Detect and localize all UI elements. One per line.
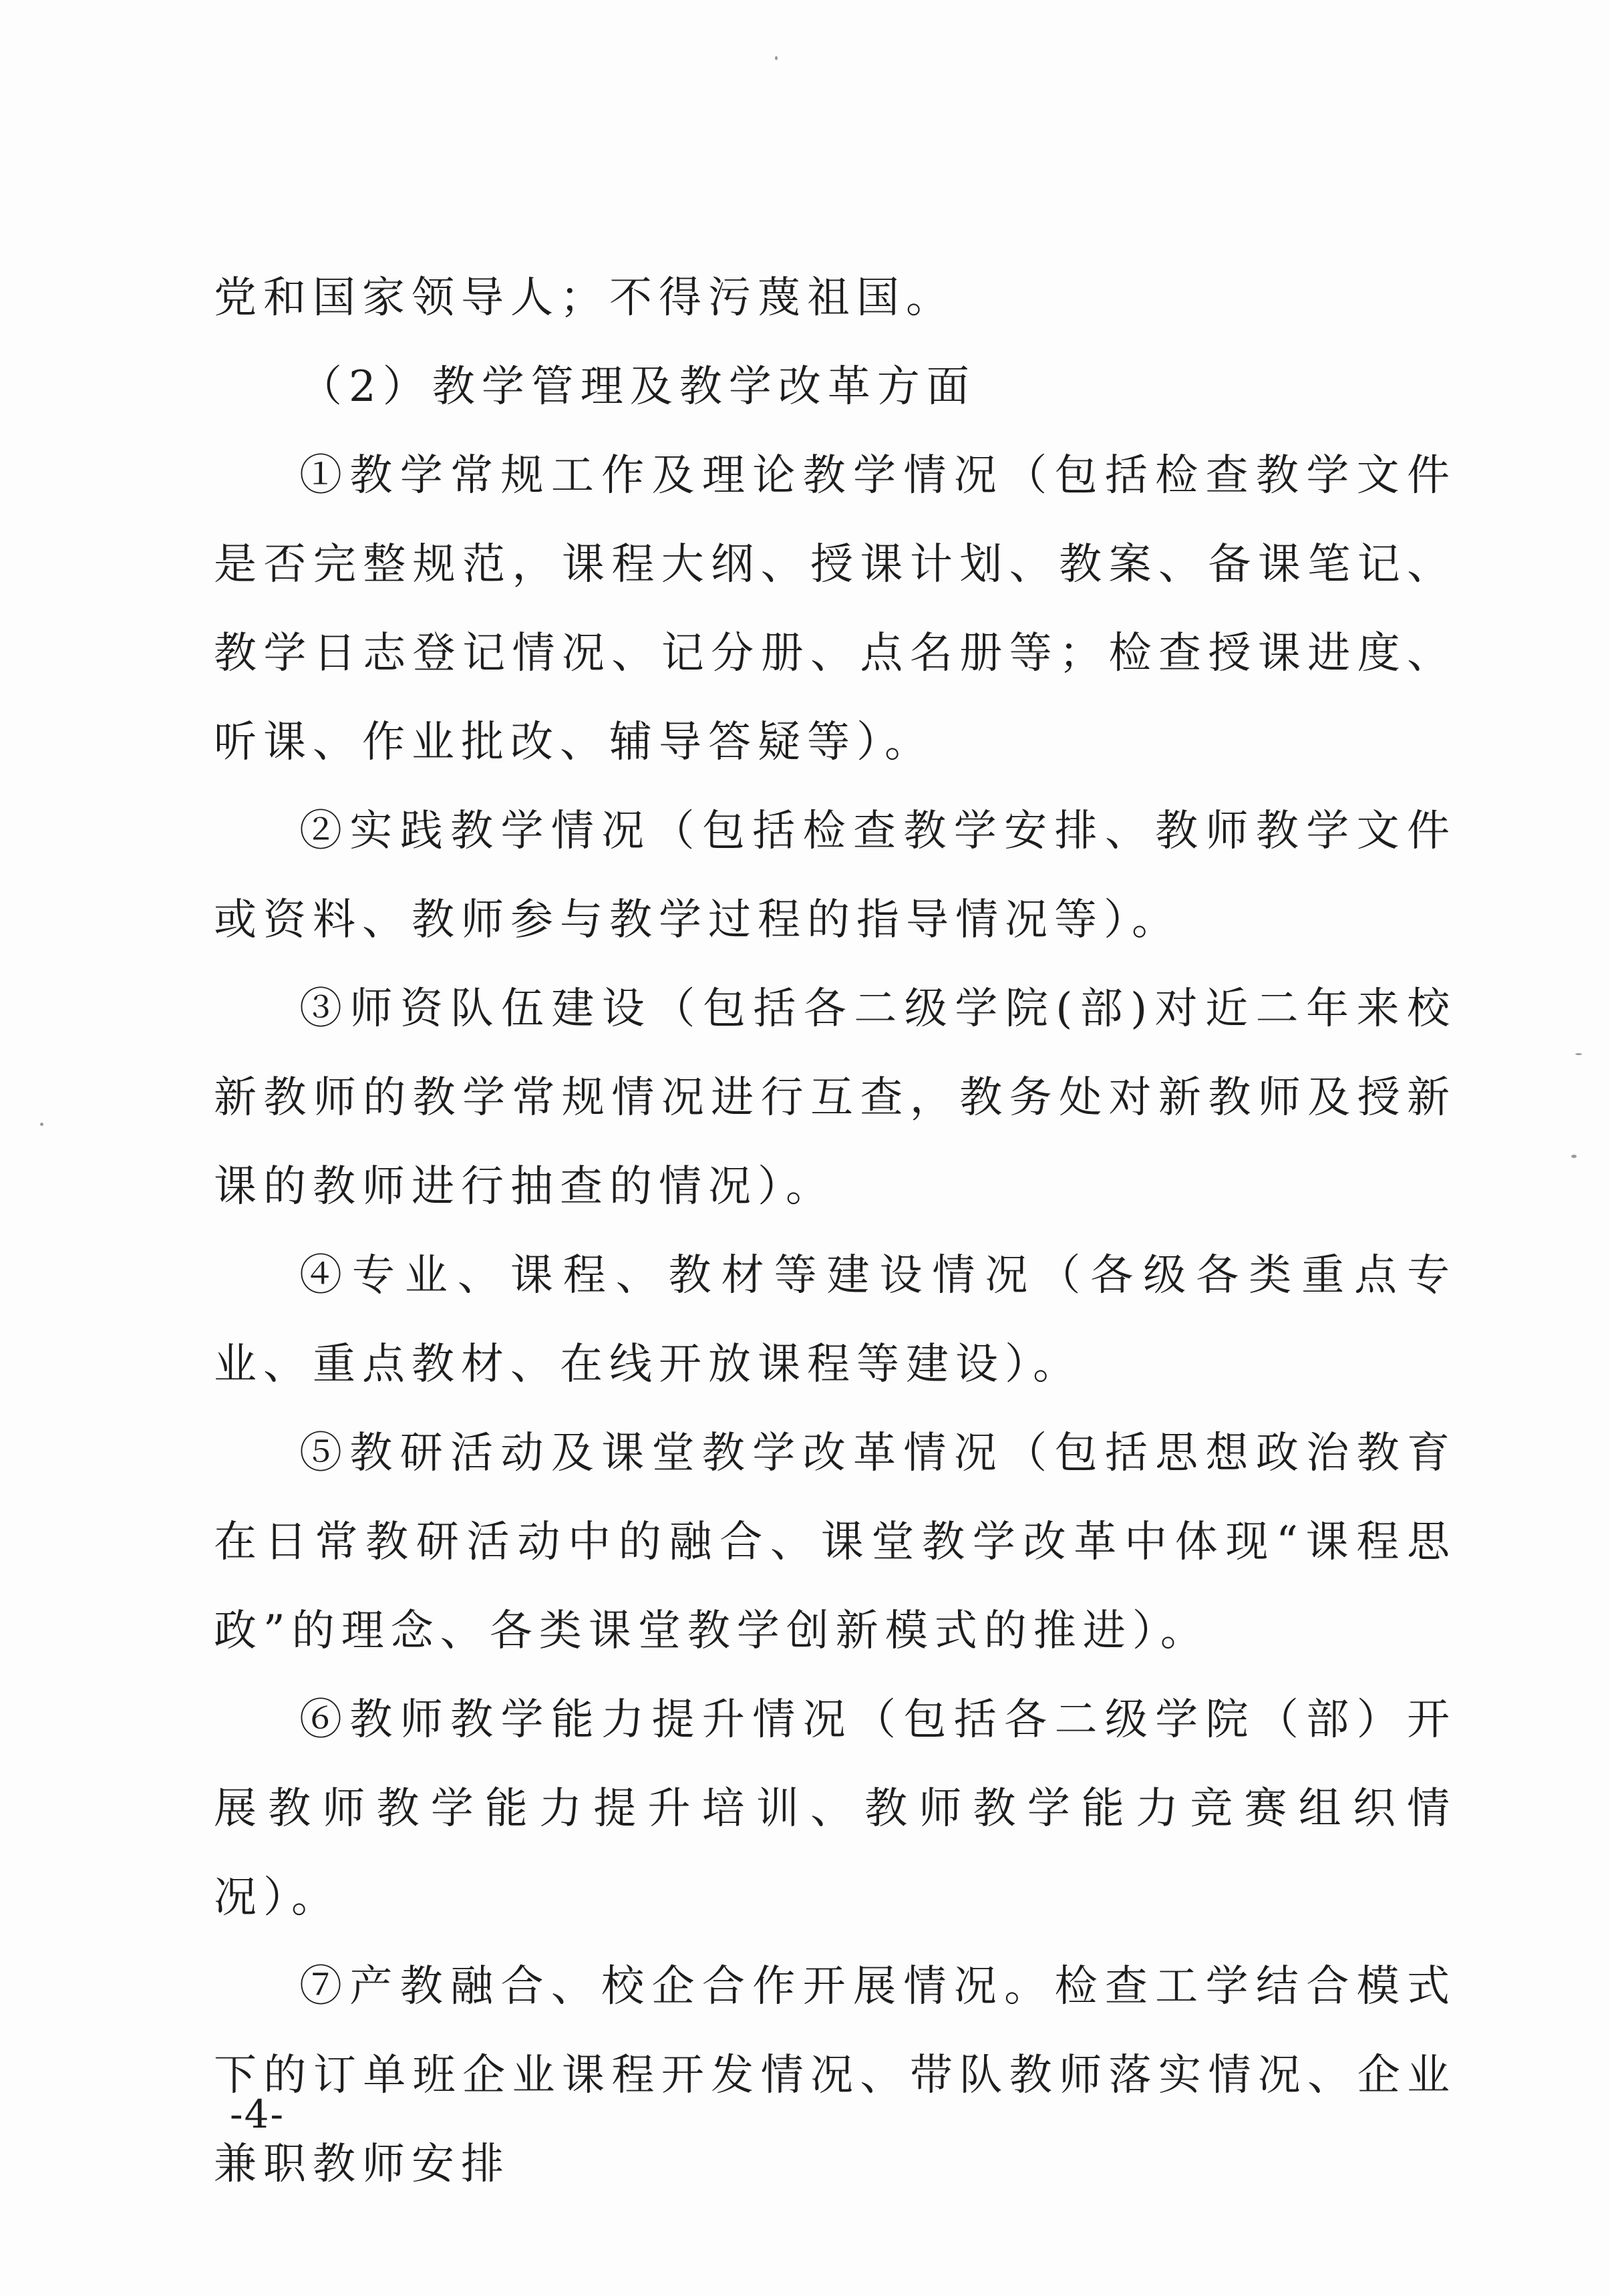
scan-speck bbox=[40, 1123, 43, 1126]
item-7-industry-education: ⑦产教融合、校企合作开展情况。检查工学结合模式下的订单班企业课程开发情况、带队教师落实情况、企业兼职教师安排 bbox=[214, 1962, 1456, 2189]
paragraph-continuation: 党和国家领导人；不得污蔑祖国。 bbox=[214, 273, 955, 323]
item-2-practical-teaching: ②实践教学情况（包括检查教学安排、教师教学文件或资料、教师参与教学过程的指导情况等）。 bbox=[214, 807, 1456, 945]
scan-speck bbox=[1571, 1155, 1577, 1158]
scan-speck bbox=[1575, 1053, 1582, 1055]
scan-speck bbox=[775, 56, 778, 60]
item-5-teaching-research-reform: ⑤教研活动及课堂教学改革情况（包括思想政治教育在日常教研活动中的融合、课堂教学改革中体现“课程思政”的理念、各类课堂教学创新模式的推进）。 bbox=[214, 1429, 1456, 1656]
document-body bbox=[214, 254, 1456, 2209]
item-6-teacher-capability: ⑥教师教学能力提升情况（包括各二级学院（部）开展教师教学能力提升培训、教师教学能力竞赛组织情况）。 bbox=[214, 1695, 1456, 1922]
item-3-faculty-building: ③师资队伍建设（包括各二级学院(部)对近二年来校新教师的教学常规情况进行互查，教务处对新教师及授新课的教师进行抽查的情况）。 bbox=[214, 984, 1456, 1211]
item-1-routine-teaching: ①教学常规工作及理论教学情况（包括检查教学文件是否完整规范，课程大纲、授课计划、教案、备课笔记、教学日志登记情况、记分册、点名册等；检查授课进度、听课、作业批改、辅导答疑等）。 bbox=[214, 451, 1456, 767]
item-4-program-course-building: ④专业、课程、教材等建设情况（各级各类重点专业、重点教材、在线开放课程等建设）。 bbox=[214, 1251, 1456, 1389]
section-heading-teaching-management: （2）教学管理及教学改革方面 bbox=[299, 362, 976, 412]
page-number: -4- bbox=[230, 2092, 285, 2137]
